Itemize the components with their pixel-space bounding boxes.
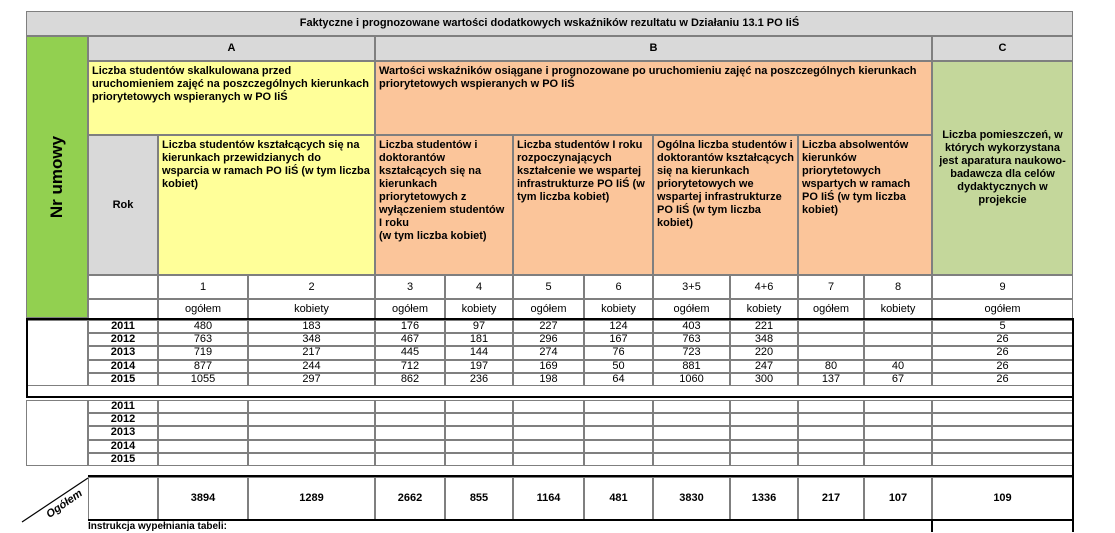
contract-2-cell[interactable]	[932, 453, 1073, 466]
contract-1-cell[interactable]: 712	[375, 360, 445, 373]
contract-1-cell[interactable]	[864, 346, 932, 359]
contract-1-cell[interactable]: 1060	[653, 373, 730, 386]
contract-2-cell[interactable]	[798, 453, 864, 466]
contract-2-cell[interactable]	[513, 400, 584, 413]
total-value: 107	[864, 477, 932, 520]
contract-2-number-cell[interactable]	[26, 400, 88, 466]
indicator-header-2: Liczba studentów i doktorantów kształcących się na kierunkach priorytetowych z wyłączeniem studentów I roku (w tym liczba kobiet)	[375, 135, 513, 275]
contract-2-cell[interactable]	[248, 400, 375, 413]
total-value: 2662	[375, 477, 445, 520]
contract-1-cell[interactable]: 480	[158, 320, 248, 333]
contract-1-cell[interactable]: 862	[375, 373, 445, 386]
contract-2-cell[interactable]	[730, 453, 798, 466]
indicator-header-1: Liczba studentów kształcących się na kierunkach przewidzianych do wsparcia w ramach PO IiŚ (w tym liczba kobiet)	[158, 135, 375, 275]
contract-1-cell[interactable]: 221	[730, 320, 798, 333]
contract-2-cell[interactable]	[932, 413, 1073, 426]
column-number: 9	[932, 275, 1073, 299]
contract-2-cell[interactable]	[445, 400, 513, 413]
contract-2-cell[interactable]	[798, 413, 864, 426]
contract-2-cell[interactable]	[584, 413, 653, 426]
year-header: Rok	[88, 135, 158, 275]
column-type: kobiety	[730, 299, 798, 319]
contract-2-cell[interactable]	[248, 413, 375, 426]
column-type: kobiety	[445, 299, 513, 319]
contract-2-cell[interactable]	[932, 400, 1073, 413]
contract-1-cell[interactable]: 176	[375, 320, 445, 333]
contract-2-cell[interactable]	[248, 426, 375, 439]
section-a-header: A	[88, 36, 375, 61]
separator-middle	[26, 396, 1073, 398]
contract-1-cell[interactable]: 26	[932, 346, 1073, 359]
column-type: kobiety	[248, 299, 375, 319]
contract-1-cell[interactable]: 76	[584, 346, 653, 359]
contract-2-cell[interactable]	[653, 440, 730, 453]
contract-1-cell[interactable]: 445	[375, 346, 445, 359]
column-number: 3+5	[653, 275, 730, 299]
contract-2-cell[interactable]	[375, 453, 445, 466]
total-value: 1289	[248, 477, 375, 520]
group-a-header: Liczba studentów skalkulowana przed uruchomieniem zajęć na poszczególnych kierunkach priorytetowych wspieranych w PO IiŚ	[88, 61, 375, 135]
contract-1-cell[interactable]: 300	[730, 373, 798, 386]
contract-1-cell[interactable]: 723	[653, 346, 730, 359]
footer-instructions: Instrukcja wypełniania tabeli:	[88, 521, 227, 532]
contract-2-cell[interactable]	[798, 440, 864, 453]
diagonal-line	[22, 478, 88, 522]
column-number: 6	[584, 275, 653, 299]
column-type: ogółem	[513, 299, 584, 319]
contract-1-cell[interactable]: 763	[158, 333, 248, 346]
contract-1-cell[interactable]: 197	[445, 360, 513, 373]
contract-1-cell[interactable]: 169	[513, 360, 584, 373]
contract-2-cell[interactable]	[445, 413, 513, 426]
contract-1-cell[interactable]: 183	[248, 320, 375, 333]
footer-right-edge	[931, 519, 933, 532]
contract-2-cell[interactable]	[158, 413, 248, 426]
contract-1-cell[interactable]: 80	[798, 360, 864, 373]
contract-1-cell[interactable]	[798, 320, 864, 333]
contract-2-cell[interactable]	[375, 426, 445, 439]
contract-2-cell[interactable]	[375, 440, 445, 453]
totals-label: Ogółem	[44, 487, 85, 521]
contract-1-cell[interactable]: 348	[248, 333, 375, 346]
contract-1-cell[interactable]: 467	[375, 333, 445, 346]
contract-1-cell[interactable]: 26	[932, 333, 1073, 346]
contract-2-cell[interactable]	[864, 426, 932, 439]
table-title: Faktyczne i prognozowane wartości dodatkowych wskaźników rezultatu w Działaniu 13.1 PO IiŚ	[26, 11, 1073, 36]
contract-1-cell[interactable]: 40	[864, 360, 932, 373]
column-number: 4	[445, 275, 513, 299]
column-type: kobiety	[864, 299, 932, 319]
contract-2-cell[interactable]	[653, 453, 730, 466]
contract-2-cell[interactable]	[513, 426, 584, 439]
contract-2-cell[interactable]	[730, 426, 798, 439]
section-b-header: B	[375, 36, 932, 61]
total-value: 3830	[653, 477, 730, 520]
contract-2-cell[interactable]	[584, 426, 653, 439]
contract-2-cell[interactable]	[248, 453, 375, 466]
contract-1-cell[interactable]: 297	[248, 373, 375, 386]
column-type: ogółem	[158, 299, 248, 319]
contract-1-cell[interactable]: 296	[513, 333, 584, 346]
column-number: 8	[864, 275, 932, 299]
contract-2-cell[interactable]	[864, 453, 932, 466]
contract-2-year-2011: 2011	[88, 400, 158, 413]
column-number: 1	[158, 275, 248, 299]
contract-1-cell[interactable]: 97	[445, 320, 513, 333]
contract-1-cell[interactable]	[864, 320, 932, 333]
contract-2-cell[interactable]	[158, 440, 248, 453]
contract-1-cell[interactable]: 5	[932, 320, 1073, 333]
total-value: 1164	[513, 477, 584, 520]
contract-1-cell[interactable]: 227	[513, 320, 584, 333]
contract-1-cell[interactable]: 348	[730, 333, 798, 346]
contract-1-cell[interactable]: 881	[653, 360, 730, 373]
contract-1-cell[interactable]: 217	[248, 346, 375, 359]
separator-right	[1072, 318, 1074, 532]
contract-2-cell[interactable]	[730, 440, 798, 453]
contract-1-cell[interactable]: 274	[513, 346, 584, 359]
separator-left	[26, 318, 28, 398]
total-value: 855	[445, 477, 513, 520]
contract-1-cell[interactable]: 181	[445, 333, 513, 346]
contract-1-cell[interactable]	[798, 346, 864, 359]
contract-2-cell[interactable]	[513, 413, 584, 426]
contract-1-cell[interactable]: 50	[584, 360, 653, 373]
contract-2-cell[interactable]	[864, 413, 932, 426]
contract-2-cell[interactable]	[248, 440, 375, 453]
total-value: 109	[932, 477, 1073, 520]
contract-1-cell[interactable]: 1055	[158, 373, 248, 386]
contract-number-label: Nr umowy	[47, 135, 66, 219]
contract-1-year-2013: 2013	[88, 346, 158, 359]
contract-1-cell[interactable]: 247	[730, 360, 798, 373]
contract-2-year-2013: 2013	[88, 426, 158, 439]
contract-2-cell[interactable]	[864, 440, 932, 453]
contract-2-cell[interactable]	[445, 426, 513, 439]
contract-2-cell[interactable]	[653, 400, 730, 413]
contract-2-cell[interactable]	[158, 453, 248, 466]
section-c-header: C	[932, 36, 1073, 61]
contract-1-cell[interactable]: 220	[730, 346, 798, 359]
contract-number-header	[26, 36, 88, 318]
contract-1-cell[interactable]: 403	[653, 320, 730, 333]
contract-2-cell[interactable]	[730, 400, 798, 413]
contract-1-year-2015: 2015	[88, 373, 158, 386]
contract-1-cell[interactable]: 877	[158, 360, 248, 373]
contract-2-cell[interactable]	[730, 413, 798, 426]
contract-2-year-2014: 2014	[88, 440, 158, 453]
contract-1-cell[interactable]: 67	[864, 373, 932, 386]
contract-1-cell[interactable]: 137	[798, 373, 864, 386]
contract-2-cell[interactable]	[584, 400, 653, 413]
column-number: 7	[798, 275, 864, 299]
contract-2-cell[interactable]	[653, 426, 730, 439]
column-number: 2	[248, 275, 375, 299]
contract-1-cell[interactable]: 64	[584, 373, 653, 386]
total-value: 1336	[730, 477, 798, 520]
contract-1-year-2011: 2011	[88, 320, 158, 333]
total-value: 217	[798, 477, 864, 520]
contract-2-cell[interactable]	[932, 426, 1073, 439]
contract-1-cell[interactable]: 198	[513, 373, 584, 386]
year-blank-1	[88, 275, 158, 299]
column-number: 4+6	[730, 275, 798, 299]
column-number: 3	[375, 275, 445, 299]
indicator-header-3: Liczba studentów I roku rozpoczynających kształcenie we wspartej infrastrukturze PO IiŚ (w tym liczba kobiet)	[513, 135, 653, 275]
indicator-header-4: Ogólna liczba studentów i doktorantów kształcących się na kierunkach priorytetowych we wspartej infrastrukturze PO IiŚ (w tym liczba kobiet)	[653, 135, 798, 275]
contract-2-cell[interactable]	[158, 426, 248, 439]
contract-2-cell[interactable]	[445, 440, 513, 453]
totals-diagonal	[20, 474, 90, 524]
contract-2-cell[interactable]	[798, 400, 864, 413]
contract-1-cell[interactable]: 124	[584, 320, 653, 333]
contract-1-cell[interactable]: 244	[248, 360, 375, 373]
indicator-header-5: Liczba absolwentów kierunków priorytetowych wspartych w ramach PO IiŚ (w tym liczba kobiet)	[798, 135, 932, 275]
column-type: ogółem	[653, 299, 730, 319]
contract-2-year-2012: 2012	[88, 413, 158, 426]
contract-2-cell[interactable]	[513, 453, 584, 466]
contract-2-cell[interactable]	[375, 413, 445, 426]
contract-1-number-cell[interactable]	[26, 320, 88, 386]
contract-1-cell[interactable]: 26	[932, 373, 1073, 386]
contract-1-cell[interactable]: 763	[653, 333, 730, 346]
contract-1-cell[interactable]	[798, 333, 864, 346]
contract-1-cell[interactable]: 26	[932, 360, 1073, 373]
contract-2-cell[interactable]	[158, 400, 248, 413]
contract-1-year-2014: 2014	[88, 360, 158, 373]
column-type: ogółem	[375, 299, 445, 319]
contract-2-cell[interactable]	[375, 400, 445, 413]
contract-2-cell[interactable]	[445, 453, 513, 466]
contract-1-cell[interactable]: 144	[445, 346, 513, 359]
column-type: kobiety	[584, 299, 653, 319]
column-type: ogółem	[932, 299, 1073, 319]
column-number: 5	[513, 275, 584, 299]
contract-2-cell[interactable]	[864, 400, 932, 413]
group-c-header: Liczba pomieszczeń, w których wykorzystana jest aparatura naukowo-badawcza dla celów dydaktycznych w projekcie	[932, 61, 1073, 275]
contract-1-cell[interactable]: 167	[584, 333, 653, 346]
contract-2-year-2015: 2015	[88, 453, 158, 466]
contract-1-cell[interactable]: 719	[158, 346, 248, 359]
contract-1-cell[interactable]: 236	[445, 373, 513, 386]
total-value: 3894	[158, 477, 248, 520]
contract-2-cell[interactable]	[584, 453, 653, 466]
total-value: 481	[584, 477, 653, 520]
contract-2-cell[interactable]	[513, 440, 584, 453]
contract-2-cell[interactable]	[798, 426, 864, 439]
contract-1-cell[interactable]	[864, 333, 932, 346]
contract-2-cell[interactable]	[653, 413, 730, 426]
contract-1-year-2012: 2012	[88, 333, 158, 346]
separator-totals	[88, 475, 1073, 477]
separator-top	[26, 318, 1073, 320]
contract-2-cell[interactable]	[584, 440, 653, 453]
contract-2-cell[interactable]	[932, 440, 1073, 453]
totals-year-cell	[88, 477, 158, 520]
group-b-header: Wartości wskaźników osiągane i prognozowane po uruchomieniu zajęć na poszczególnych kierunkach priorytetowych wspieranych w PO IiŚ	[375, 61, 932, 135]
year-blank-2	[88, 299, 158, 319]
column-type: ogółem	[798, 299, 864, 319]
